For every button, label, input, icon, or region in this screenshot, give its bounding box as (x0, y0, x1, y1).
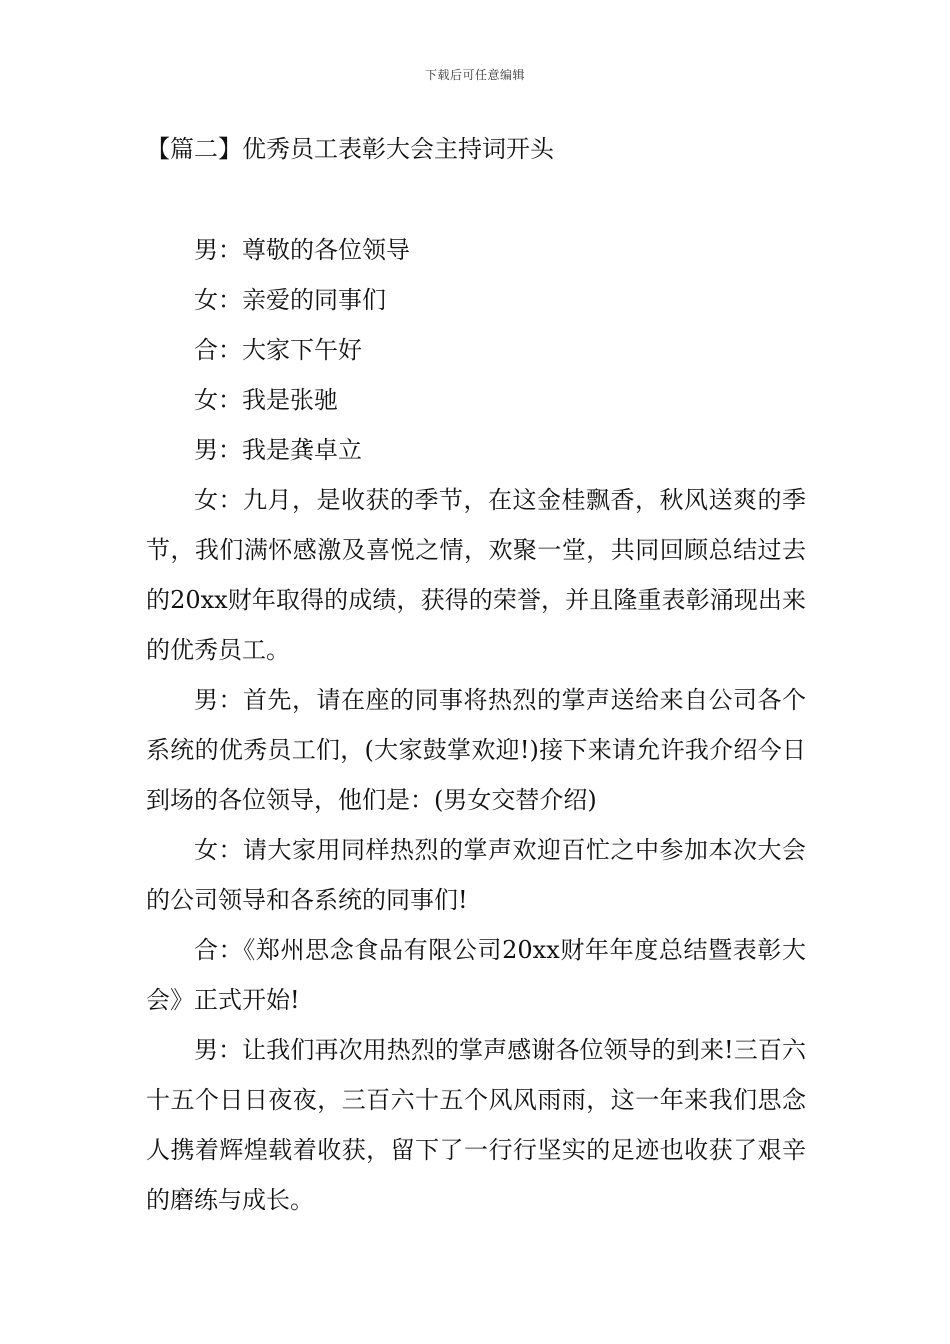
paragraph: 合：大家下午好 (194, 336, 362, 364)
header-note: 下载后可任意编辑 (424, 68, 525, 82)
paragraph: 女：请大家用同样热烈的掌声欢迎百忙之中参加本次大会的公司领导和各系统的同事们! (146, 836, 806, 914)
document-title: 【篇二】优秀员工表彰大会主持词开头 (146, 135, 554, 163)
paragraph: 女：我是张驰 (194, 386, 338, 414)
paragraph: 男：尊敬的各位领导 (194, 236, 410, 264)
paragraph: 女：九月，是收获的季节，在这金桂飘香，秋风送爽的季节，我们满怀感激及喜悦之情，欢聚一堂，共同回顾总结过去的20xx财年取得的成绩，获得的荣誉，并且隆重表彰涌现出来的优秀员工。 (146, 486, 806, 664)
paragraph: 男：让我们再次用热烈的掌声感谢各位领导的到来!三百六十五个日日夜夜，三百六十五个风风雨雨，这一年来我们思念人携着辉煌载着收获，留下了一行行坚实的足迹也收获了艰辛的磨练与成长。 (146, 1036, 806, 1214)
paragraph: 男：首先，请在座的同事将热烈的掌声送给来自公司各个系统的优秀员工们，(大家鼓掌欢迎!)接下来请允许我介绍今日到场的各位领导，他们是：(男女交替介绍) (146, 686, 806, 814)
paragraph: 合：《郑州思念食品有限公司20xx财年年度总结暨表彰大会》正式开始! (146, 936, 806, 1014)
paragraph: 女：亲爱的同事们 (194, 286, 386, 314)
paragraph: 男：我是龚卓立 (194, 436, 362, 464)
document-body (146, 225, 806, 1225)
